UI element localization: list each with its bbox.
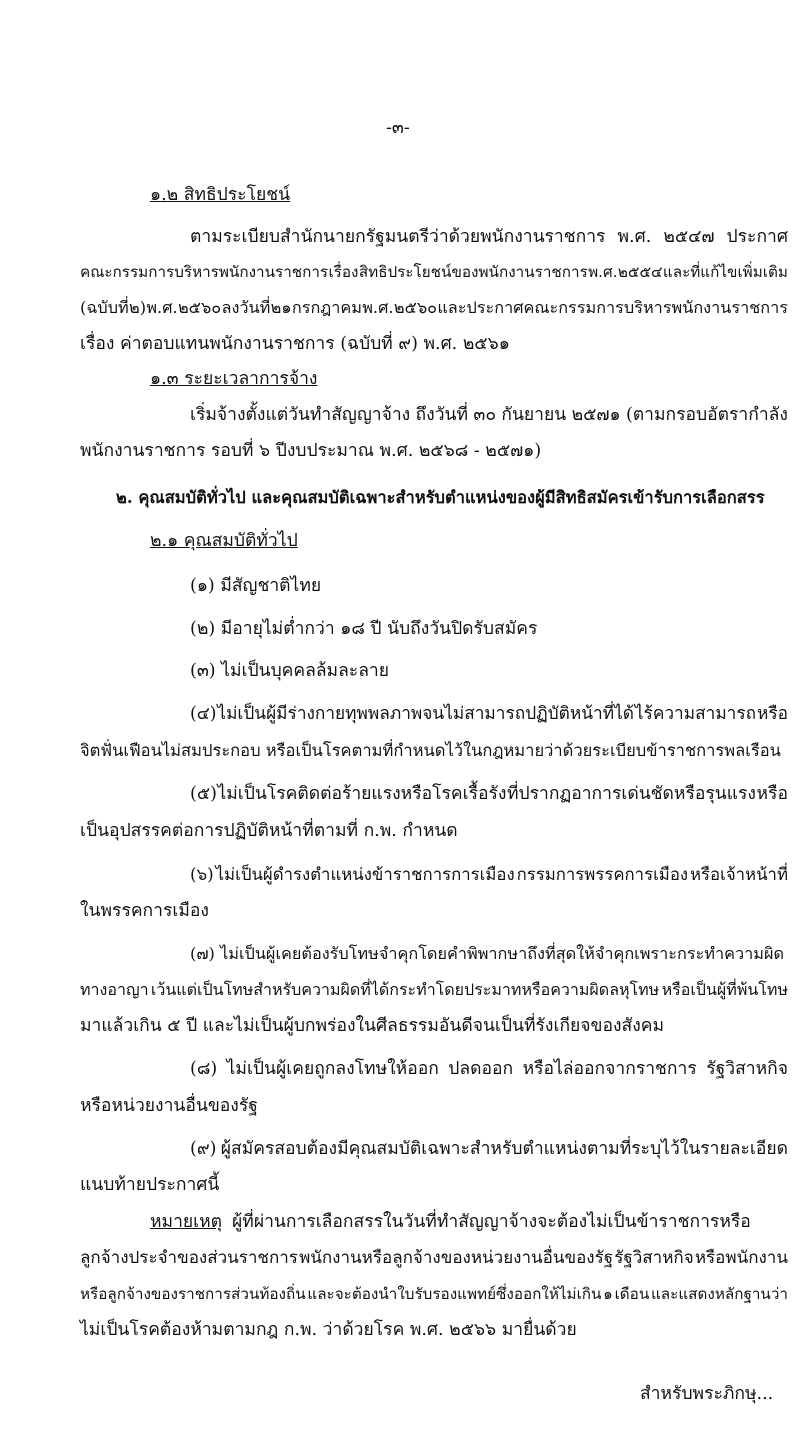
text-segment: ๓๐	[473, 405, 497, 425]
s12-line-4: เรื่อง ค่าตอบแทนพนักงานราชการ (ฉบับที่ ๙) พ.ศ. ๒๕๖๑	[80, 334, 510, 354]
s13-line-2: พนักงานราชการ รอบที่ ๖ ปีงบประมาณ พ.ศ. ๒๕๖๘ - ๒๕๗๑)	[80, 441, 542, 461]
text-segment: หรือเป็นผู้ที่พ้นโทษ	[661, 980, 788, 999]
text-segment: ถึงวันที่	[415, 405, 469, 425]
text-segment: และประกาศคณะกรรมการบริหารพนักงานราชการ	[437, 298, 788, 317]
text-segment: สิทธิประโยชน์ของพนักงานราชการ	[358, 263, 588, 281]
section-1-2-heading: ๑.๒ สิทธิประโยชน์	[150, 185, 291, 205]
s12-line-1	[190, 225, 788, 249]
item-7-line-3: มาแล้วเกิน ๕ ปี และไม่เป็นผู้บกพร่องในศีลธรรมอันดีจนเป็นที่รังเกียจของสังคม	[80, 1016, 665, 1036]
text-segment: รัฐวิสาหกิจ	[706, 1059, 788, 1079]
text-segment: (ฉบับที่	[80, 298, 129, 317]
item-6-line-2: ในพรรคการเมือง	[80, 901, 209, 921]
text-segment: ผู้สมัครสอบต้องมีคุณสมบัติเฉพาะสำหรับตำแหน่งตามที่ระบุไว้ในรายละเอียด	[220, 1139, 788, 1159]
text-segment: ลงวันที่	[221, 298, 271, 317]
text-segment: กรรมการพรรคการเมือง	[516, 864, 689, 884]
item-7-line-1: (๗) ไม่เป็นผู้เคยต้องรับโทษจำคุกโดยคำพิพากษาถึงที่สุดให้จำคุกเพราะกระทำความผิด	[190, 944, 785, 963]
text-segment: หรือ	[756, 784, 788, 804]
text-segment: ๒๕๖๐	[393, 298, 438, 317]
text-segment: และแสดงหลักฐานว่า	[650, 1285, 788, 1303]
text-segment: ๒๕๔๗	[663, 227, 715, 247]
text-segment: พ.ศ.	[588, 263, 618, 281]
item-9-line-2: แนบท้ายประกาศนี้	[80, 1175, 220, 1195]
text-segment: หรือพนักงาน	[694, 1248, 788, 1268]
text-segment: ๒๕๗๑	[571, 405, 621, 425]
text-segment: (๙)	[190, 1139, 217, 1159]
item-9-line-1	[190, 1137, 788, 1161]
text-segment: ไม่เป็นผู้ดำรงตำแหน่งข้าราชการการเมือง	[215, 864, 515, 884]
text-segment: และที่แก้ไขเพิ่มเติม	[662, 263, 788, 281]
item-2: (๒) มีอายุไม่ต่ำกว่า ๑๘ ปี นับถึงวันปิดรับสมัคร	[190, 619, 538, 639]
text-segment: ทางอาญา	[80, 980, 149, 999]
text-segment: หรือ	[756, 704, 788, 724]
section-2-heading: ๒. คุณสมบัติทั่วไป และคุณสมบัติเฉพาะสำหรับตำแหน่งของผู้มีสิทธิสมัครเข้ารับการเลือกสรร	[116, 488, 765, 507]
text-segment: (๕)	[190, 784, 217, 804]
text-segment: กรกฎาคม	[291, 298, 362, 317]
text-segment: ๒)	[129, 298, 147, 317]
text-segment: ๑	[603, 1285, 613, 1303]
note-line-3	[80, 1282, 788, 1306]
text-segment: (๖)	[190, 864, 214, 884]
text-segment: ไร้ความสามารถ	[634, 704, 757, 724]
item-3: (๓) ไม่เป็นบุคคลล้มละลาย	[190, 661, 390, 681]
s13-line-1	[190, 403, 788, 427]
text-segment: (๘)	[190, 1059, 218, 1079]
continuation-text: สำหรับพระภิกษุ...	[640, 1384, 774, 1404]
s12-line-2	[80, 260, 788, 284]
text-segment: (ตามกรอบอัตรากำลัง	[625, 405, 788, 425]
text-segment: ตามระเบียบสำนักนายกรัฐมนตรีว่าด้วยพนักงานราชการ	[190, 227, 606, 247]
text-segment: ไม่เป็นโรคติดต่อร้ายแรงหรือโรคเรื้อรัง	[217, 784, 507, 804]
text-segment: และจะต้องนำใบรับรองแพทย์ซึ่งออกให้ไม่เกิน	[307, 1285, 602, 1303]
text-segment: เดือน	[614, 1285, 650, 1303]
item-7-line-2	[80, 978, 788, 1002]
text-segment: รัฐวิสาหกิจ	[614, 1248, 694, 1268]
text-segment: ไม่เป็นผู้มีร่างกายทุพพลภาพจนไม่สามารถปฏิบัติหน้าที่ได้	[217, 704, 634, 724]
text-segment: พนักงานหรือลูกจ้างของหน่วยงานอื่นของรัฐ	[299, 1248, 614, 1268]
text-segment: หรือไล่ออกจากราชการ	[522, 1059, 697, 1079]
item-5-line-1	[190, 782, 788, 806]
text-segment: พ.ศ.	[362, 298, 394, 317]
section-2-1-heading: ๒.๑ คุณสมบัติทั่วไป	[150, 531, 298, 551]
item-8-line-2: หรือหน่วยงานอื่นของรัฐ	[80, 1096, 258, 1116]
text-segment: ๒๕๖๐	[177, 298, 222, 317]
text-segment: พ.ศ.	[617, 227, 652, 247]
item-1: (๑) มีสัญชาติไทย	[190, 576, 322, 596]
item-4-line-1	[190, 702, 788, 726]
note-line-1	[150, 1210, 788, 1234]
section-1-3-heading: ๑.๓ ระยะเวลาการจ้าง	[150, 369, 318, 389]
text-segment: คณะกรรมการบริหารพนักงานราชการ	[80, 263, 329, 281]
item-6-line-1	[190, 862, 788, 886]
item-8-line-1	[190, 1057, 788, 1081]
text-segment: หรือลูกจ้างของราชการส่วนท้องถิ่น	[80, 1285, 306, 1303]
text-segment: ๒๕๕๔	[617, 263, 663, 281]
text-segment: ไม่เป็นผู้เคยถูกลงโทษให้ออก	[226, 1059, 439, 1079]
text-segment: ลูกจ้างประจำของส่วนราชการ	[80, 1248, 298, 1268]
text-segment: หรือเจ้าหน้าที่	[690, 864, 788, 884]
text-segment: เรื่อง	[328, 263, 359, 281]
text-segment: (๔)	[190, 704, 217, 724]
note-line-1-text: ผู้ที่ผ่านการเลือกสรรในวันที่ทำสัญญาจ้างจะต้องไม่เป็นข้าราชการหรือ	[232, 1212, 751, 1232]
item-5-line-2: เป็นอุปสรรคต่อการปฏิบัติหน้าที่ตามที่ ก.พ. กำหนด	[80, 821, 458, 841]
text-segment: ๒๑	[270, 298, 292, 317]
text-segment: ปลดออก	[448, 1059, 514, 1079]
item-4-line-2: จิตฟั่นเฟือนไม่สมประกอบ หรือเป็นโรคตามที่กำหนดไว้ในกฎหมายว่าด้วยระเบียบข้าราชการพลเรือน	[80, 741, 781, 760]
note-line-2	[80, 1246, 788, 1270]
text-segment: กันยายน	[501, 405, 567, 425]
text-segment: ที่ปรากฏอาการเด่นชัดหรือรุนแรง	[507, 784, 756, 804]
text-segment: เว้นแต่เป็นโทษสำหรับความผิดที่ได้กระทำโดยประมาทหรือความผิดลหุโทษ	[150, 980, 660, 999]
note-label: หมายเหตุ	[150, 1212, 223, 1232]
s12-line-3	[80, 296, 788, 320]
note-line-4: ไม่เป็นโรคต้องห้ามตามกฎ ก.พ. ว่าด้วยโรค พ.ศ. ๒๕๖๖ มายื่นด้วย	[80, 1320, 577, 1340]
page-number: -๓-	[386, 118, 410, 138]
text-segment: พ.ศ.	[146, 298, 178, 317]
text-segment: เริ่มจ้างตั้งแต่วันทำสัญญาจ้าง	[190, 405, 411, 425]
text-segment: ประกาศ	[726, 227, 788, 247]
